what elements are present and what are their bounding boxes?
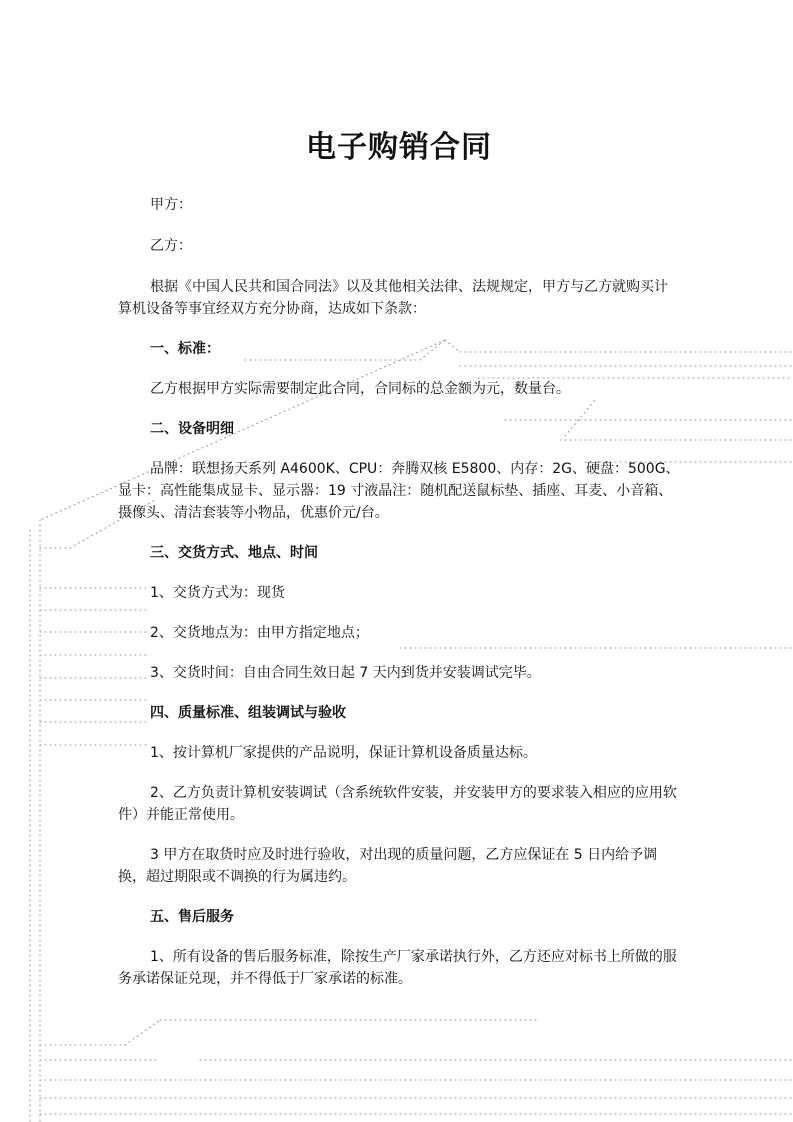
section-paragraph: 品牌：联想扬天系列 A4600K、CPU：奔腾双核 E5800、内存：2G、硬盘：500G、显卡：高性能集成显卡、显示器：19 寸液晶注：随机配送鼠标垫、插座、耳麦、小音箱、摄像头、清洁套装等小物品，优惠价元/台。 [118, 461, 680, 521]
section-paragraph: 1、交货方式为：现货 [150, 585, 285, 601]
section-paragraph: 3、交货时间：自由合同生效日起 7 天内到货并安装调试完毕。 [150, 665, 541, 681]
party-b-line: 乙方： [150, 238, 192, 254]
party-a-line: 甲方： [150, 197, 192, 213]
section-heading: 五、售后服务 [150, 909, 234, 925]
section-paragraph: 1、所有设备的售后服务标准，除按生产厂家承诺执行外，乙方还应对标书上所做的服务承诺保证兑现，并不得低于厂家承诺的标准。 [118, 949, 677, 987]
section-heading: 四、质量标准、组装调试与验收 [150, 705, 346, 721]
section-paragraph: 3 甲方在取货时应及时进行验收，对出现的质量问题，乙方应保证在 5 日内给予调换，超过期限或不调换的行为属违约。 [118, 847, 658, 885]
document-title: 电子购销合同 [306, 130, 492, 165]
document-body [118, 124, 680, 1008]
section-paragraph: 乙方根据甲方实际需要制定此合同，合同标的总金额为元，数量台。 [150, 381, 570, 397]
section-paragraph: 2、乙方负责计算机安装调试（含系统软件安装，并安装甲方的要求装入相应的应用软件）并能正常使用。 [118, 785, 677, 823]
section-heading: 一、标准： [150, 341, 220, 357]
intro-paragraph: 根据《中国人民共和国合同法》以及其他相关法律、法规规定，甲方与乙方就购买计算机设备等事宜经双方充分协商，达成如下条款： [118, 279, 668, 317]
section-heading: 二、设备明细 [150, 421, 234, 437]
section-paragraph: 2、交货地点为：由甲方指定地点； [150, 625, 369, 641]
section-heading: 三、交货方式、地点、时间 [150, 545, 318, 561]
section-paragraph: 1、按计算机厂家提供的产品说明，保证计算机设备质量达标。 [150, 745, 537, 761]
